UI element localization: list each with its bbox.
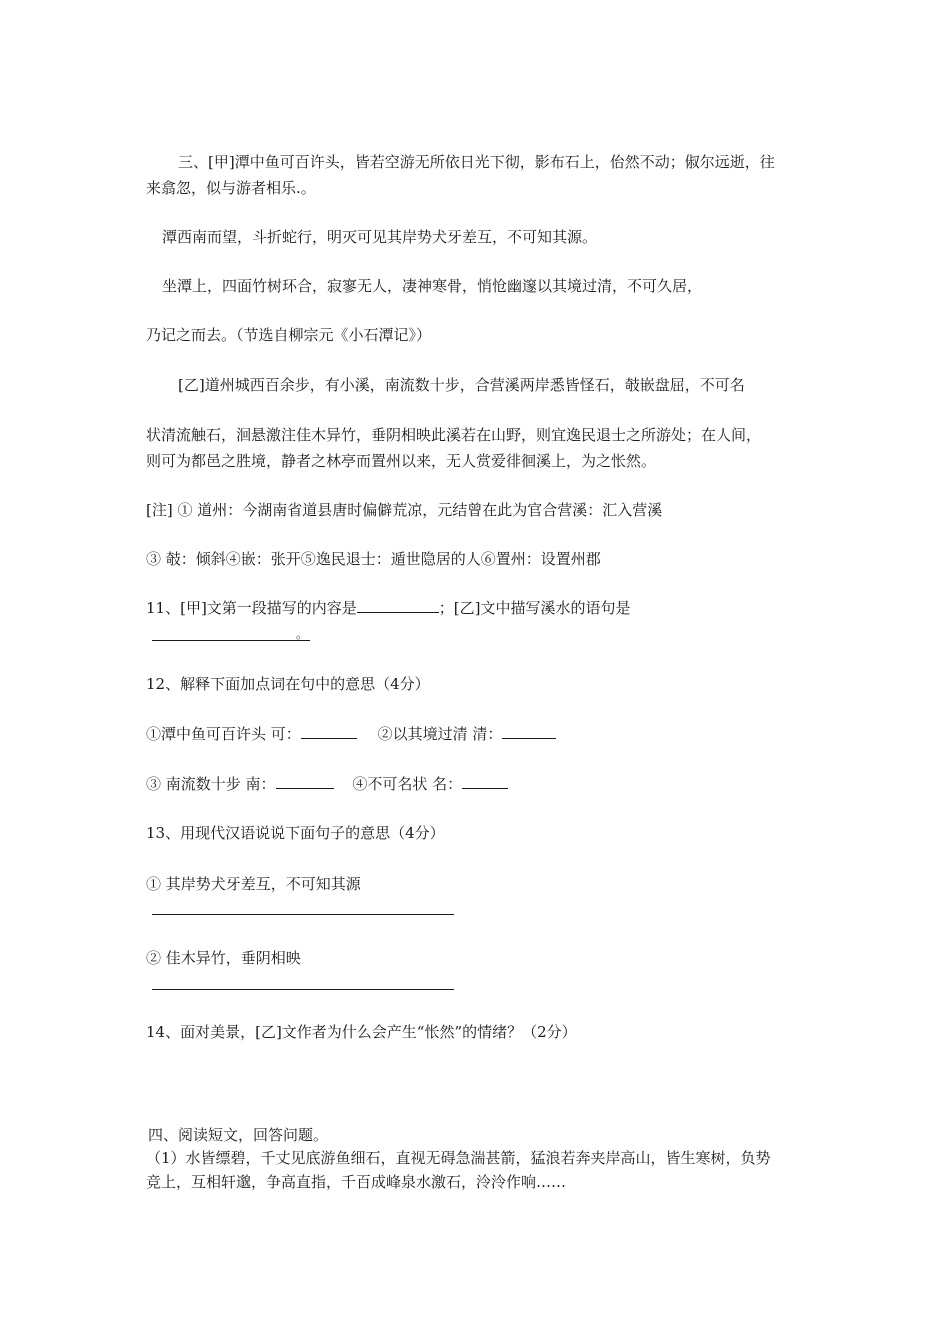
question-12: 12、解释下面加点词在句中的意思（4分） — [146, 675, 430, 693]
jia-paragraph-2: 潭西南而望，斗折蛇行，明灭可见其岸势犬牙差互，不可知其源。 — [162, 228, 598, 246]
q12-blank-2[interactable] — [502, 724, 556, 739]
q12-item4: ④不可名状 名： — [352, 775, 463, 793]
question-14: 14、面对美景，[乙]文作者为什么会产生“怅然”的情绪？（2分） — [146, 1023, 577, 1041]
yi-paragraph-line1: [乙]道州城西百余步，有小溪，南流数十步，合营溪两岸悉皆怪石，攲嵌盘屈，不可名 — [178, 376, 745, 394]
jia-paragraph-line1: 三、[甲]潭中鱼可百许头，皆若空游无所依日光下彻，影布石上，佁然不动；俶尔远逝，往 — [178, 153, 775, 171]
note-line1: [注] ① 道州：今湖南省道县唐时偏僻荒凉，元结曾在此为官合营溪：汇入营溪 — [146, 501, 663, 519]
q12-blank-3[interactable] — [276, 774, 334, 789]
q12-item2: ②以其境过清 清： — [377, 725, 503, 743]
jia-paragraph-4: 乃记之而去。（节选自柳宗元《小石潭记》） — [146, 326, 432, 344]
section4-paragraph-line2: 竞上，互相轩邈，争高直指，千百成峰泉水激石，泠泠作响…… — [146, 1173, 567, 1191]
q11-part-a: 11、[甲]文第一段描写的内容是 — [146, 599, 357, 617]
yi-paragraph-line2: 状清流触石，洄悬激注佳木异竹，垂阴相映此溪若在山野，则宜逸民退士之所游处；在人间， — [146, 426, 762, 444]
q12-item3: ③ 南流数十步 南： — [146, 775, 276, 793]
q12-blank-1[interactable] — [301, 724, 357, 739]
q13-sentence-2: ② 佳木异竹，垂阴相映 — [146, 949, 301, 967]
jia-paragraph-line2: 来翕忽，似与游者相乐.。 — [146, 179, 316, 197]
q13-answer-line-2[interactable] — [152, 989, 454, 990]
q13-sentence-1: ① 其岸势犬牙差互，不可知其源 — [146, 875, 361, 893]
question-12-row1 — [146, 724, 556, 744]
note-line2: ③ 攲：倾斜④嵌：张开⑤逸民退士：遁世隐居的人⑥置州：设置州郡 — [146, 550, 601, 568]
q11-blank-1[interactable] — [357, 598, 439, 613]
question-11 — [146, 598, 631, 618]
q12-item1: ①潭中鱼可百许头 可： — [146, 725, 301, 743]
jia-paragraph-3: 坐潭上，四面竹树环合，寂寥无人，凄神寒骨，悄怆幽邃以其境过清，不可久居， — [162, 277, 703, 295]
q11-blank-2[interactable] — [152, 640, 310, 641]
q11-end-mark: 。 — [296, 627, 309, 641]
q12-blank-4[interactable] — [462, 774, 508, 789]
yi-paragraph-line3: 则可为都邑之胜境，静者之林亭而置州以来，无人赏爱徘徊溪上，为之怅然。 — [146, 452, 657, 470]
question-12-row2 — [146, 774, 508, 794]
q13-answer-line-1[interactable] — [152, 914, 454, 915]
q11-part-b: ；[乙]文中描写溪水的语句是 — [438, 599, 631, 617]
question-13: 13、用现代汉语说说下面句子的意思（4分） — [146, 824, 445, 842]
section4-title: 四、阅读短文，回答问题。 — [148, 1126, 329, 1144]
section4-paragraph-line1: （1）水皆缥碧，千丈见底游鱼细石，直视无碍急湍甚箭，猛浪若奔夹岸高山，皆生寒树，负势 — [146, 1149, 771, 1167]
